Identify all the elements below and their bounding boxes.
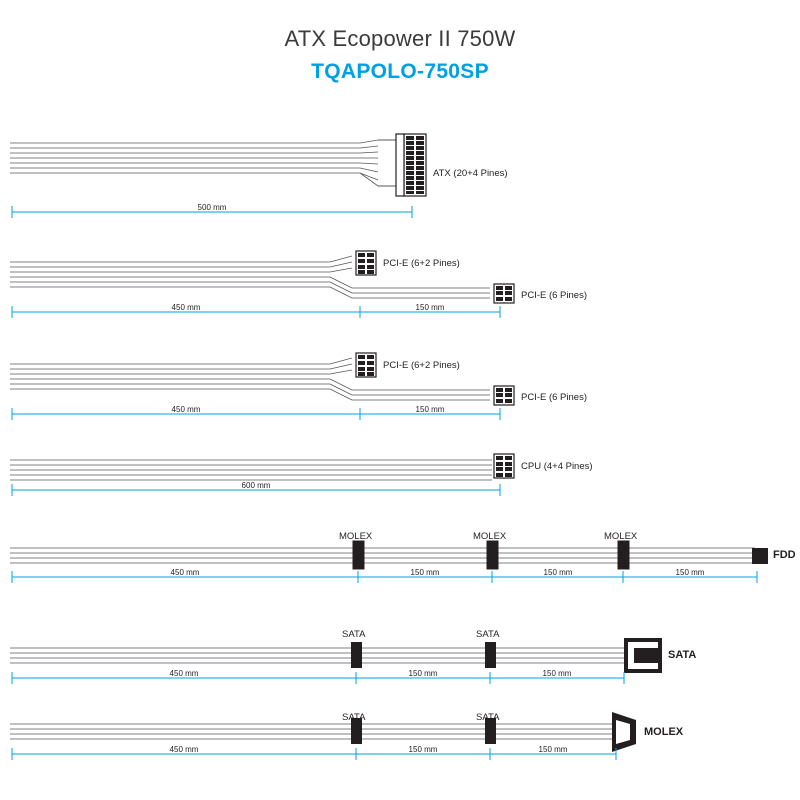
- connector-label-pcie1-6pin: PCI-E (6 Pines): [521, 290, 587, 301]
- connector-label-sata2-2: SATA: [476, 712, 500, 723]
- page-title: ATX Ecopower II 750W: [284, 26, 516, 51]
- dimension-pcie1-2: 150 mm: [415, 303, 445, 312]
- connector-label-molex-2: MOLEX: [473, 531, 507, 542]
- dimension-sata2-2: 150 mm: [408, 745, 438, 754]
- connector-label-pcie2-6pin: PCI-E (6 Pines): [521, 392, 587, 403]
- dimension-molex-4: 150 mm: [675, 568, 705, 577]
- connector-label-atx: ATX (20+4 Pines): [433, 168, 508, 179]
- connector-label-sata1-2: SATA: [476, 629, 500, 640]
- connector-label-molex-1: MOLEX: [339, 531, 373, 542]
- connector-label-pcie2-8pin: PCI-E (6+2 Pines): [383, 360, 460, 371]
- connector-label-sata1-1: SATA: [342, 629, 366, 640]
- connector-label-fdd: FDD: [773, 549, 796, 561]
- model-number: TQAPOLO-750SP: [311, 60, 489, 83]
- connector-label-molex-end: MOLEX: [644, 726, 684, 738]
- connector-label-pcie1-8pin: PCI-E (6+2 Pines): [383, 258, 460, 269]
- connector-label-cpu: CPU (4+4 Pines): [521, 461, 593, 472]
- dimension-molex-2: 150 mm: [410, 568, 440, 577]
- dimension-sata2-1: 450 mm: [169, 745, 199, 754]
- dimension-cpu-1: 600 mm: [241, 481, 271, 490]
- dimension-molex-1: 450 mm: [170, 568, 200, 577]
- dimension-sata1-1: 450 mm: [169, 669, 199, 678]
- dimension-atx-1: 500 mm: [197, 203, 227, 212]
- connector-label-sata1-end: SATA: [668, 649, 697, 661]
- dimension-pcie2-2: 150 mm: [415, 405, 445, 414]
- dimension-molex-3: 150 mm: [543, 568, 573, 577]
- connector-label-molex-3: MOLEX: [604, 531, 638, 542]
- dimension-pcie1-1: 450 mm: [171, 303, 201, 312]
- dimension-pcie2-1: 450 mm: [171, 405, 201, 414]
- connector-label-sata2-1: SATA: [342, 712, 366, 723]
- dimension-sata2-3: 150 mm: [538, 745, 568, 754]
- dimension-sata1-3: 150 mm: [542, 669, 572, 678]
- dimension-sata1-2: 150 mm: [408, 669, 438, 678]
